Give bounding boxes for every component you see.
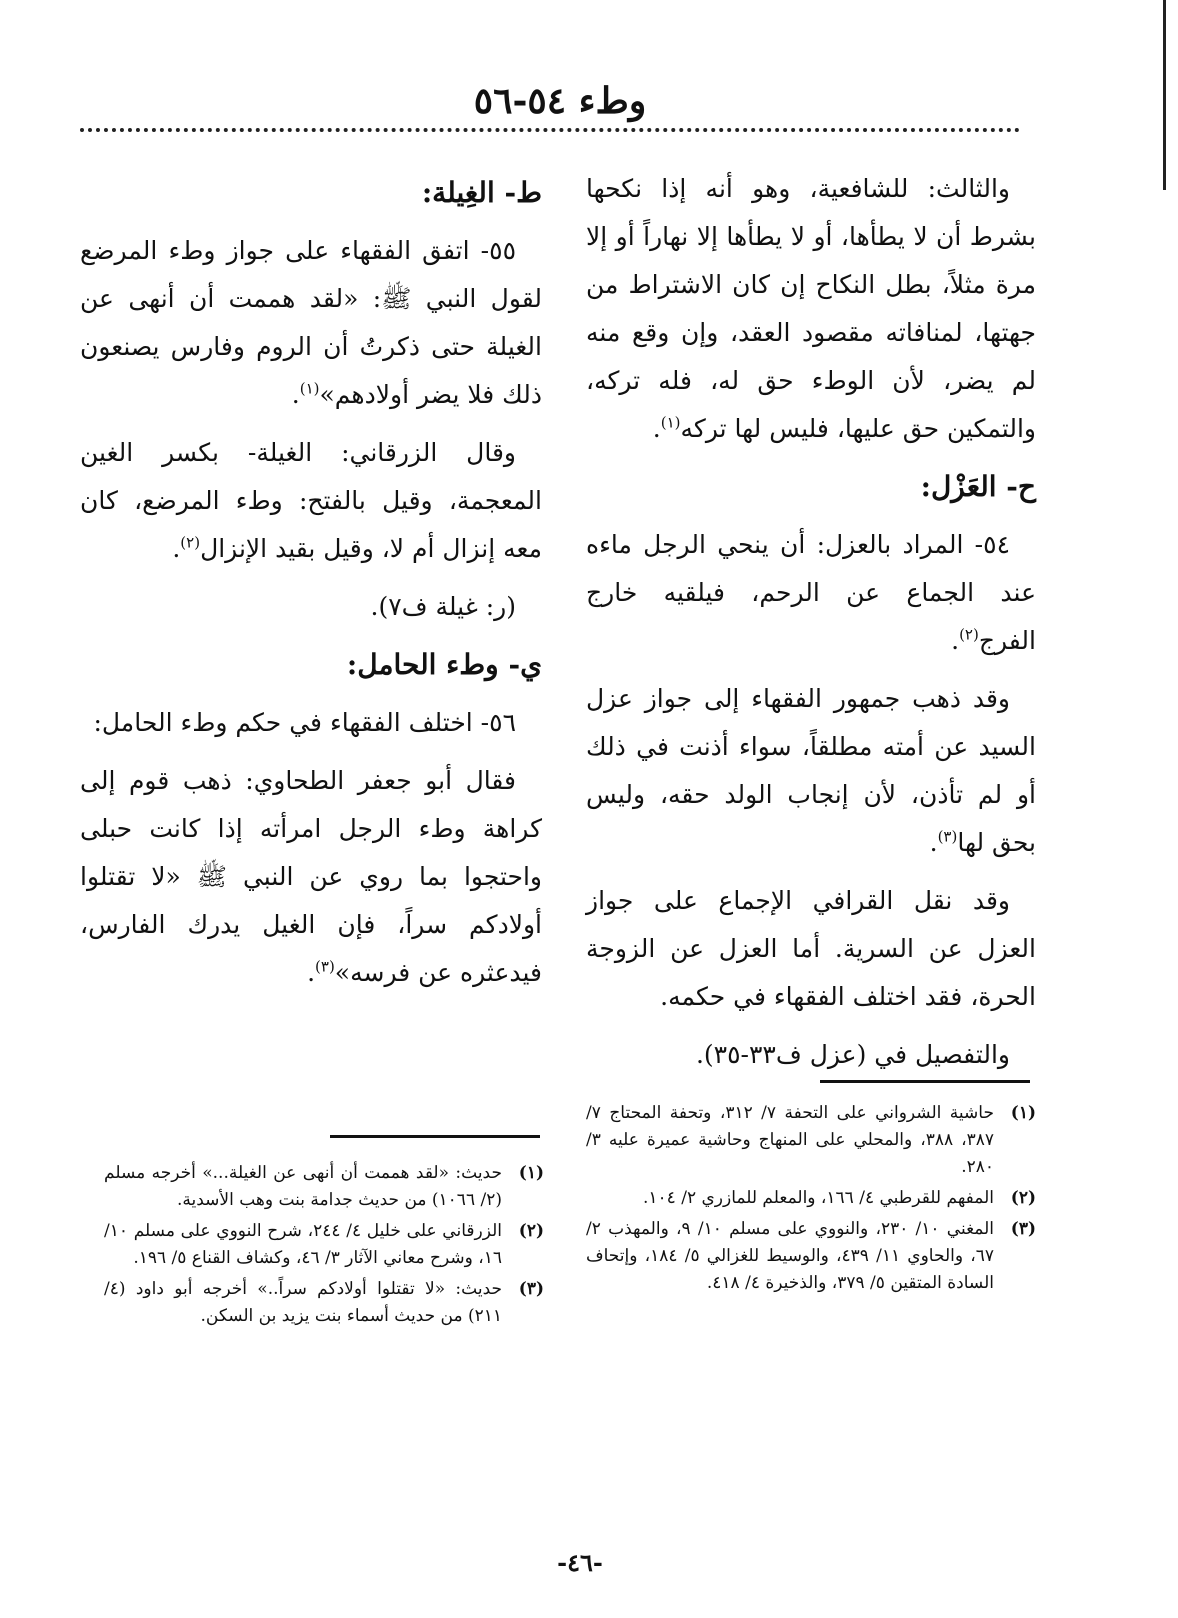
footnote-text: حديث: «لقد هممت أن أنهى عن الغيلة...» أخرجه مسلم (٢/ ١٠٦٦) من حديث جدامة بنت وهب الأسدية. — [104, 1163, 502, 1210]
footnote-number: (٣) — [518, 1279, 544, 1299]
footnote-separator-left — [330, 1135, 540, 1138]
paragraph-54 — [586, 521, 1036, 665]
footnote-text: المفهم للقرطبي ٤/ ١٦٦، والمعلم للمازري ٢/ ١٠٤. — [642, 1188, 994, 1208]
paragraph-end: . — [652, 414, 661, 443]
footnote-ref: (٣) — [937, 827, 958, 846]
page-number: -٤٦- — [557, 1548, 603, 1577]
paragraph-end: . — [951, 626, 960, 655]
paragraph-text: وقال الزرقاني: الغيلة- بكسر الغين المعجمة، وقيل بالفتح: وطء المرضع، كان معه إنزال أم لا، وقيل بقيد الإنزال — [80, 438, 542, 563]
paragraph-cross-ref: (ر: غيلة ف٧). — [370, 592, 516, 621]
paragraph-third-opinion — [586, 165, 1036, 453]
right-column — [586, 165, 1036, 1089]
footnote-ref: (٢) — [959, 625, 979, 644]
paragraph-zurqani — [80, 429, 542, 573]
footnote-number: (٣) — [1010, 1219, 1036, 1239]
footnote-number: (١) — [1010, 1103, 1036, 1123]
paragraph-majority — [586, 675, 1036, 867]
footnote-ref: (٢) — [180, 533, 201, 552]
paragraph-text: ٥٥- اتفق الفقهاء على جواز وطء المرضع لقول النبي ﷺ: «لقد هممت أن أنهى عن الغيلة حتى ذكرتُ أن الروم وفارس يصنعون ذلك فلا يضر أولادهم» — [80, 236, 542, 409]
paragraph-tahawi — [80, 757, 542, 997]
paragraph-text: ٥٤- المراد بالعزل: أن ينحي الرجل ماءه عند الجماع عن الرحم، فيلقيه خارج الفرج — [586, 530, 1036, 655]
section-heading-ghila: ط- الغِيلة: — [421, 176, 542, 209]
header-dotted-rule — [80, 122, 1020, 132]
footnote-separator-right — [820, 1080, 1030, 1083]
page-header: وطء ٥٤-٥٦ — [473, 80, 647, 122]
footnote-item — [586, 1100, 1036, 1181]
section-heading-azl: ح- العَزْل: — [920, 470, 1036, 503]
footnote-text: الزرقاني على خليل ٤/ ٢٤٤، شرح النووي على مسلم ١٠/ ١٦، وشرح معاني الآثار ٣/ ٤٦، وكشاف القناع ٥/ ١٩٦. — [104, 1221, 502, 1268]
paragraph-end: . — [929, 828, 938, 857]
footnote-item — [104, 1218, 544, 1272]
footnote-ref: (١) — [299, 379, 320, 398]
footnote-item — [586, 1216, 1036, 1297]
paragraph-text: وقد ذهب جمهور الفقهاء إلى جواز عزل السيد عن أمته مطلقاً، سواء أذنت في ذلك أو لم تأذن، لأن إنجاب الولد حقه، وليس بحق لها — [586, 684, 1036, 857]
footnote-text: المغني ١٠/ ٢٣٠، والنووي على مسلم ١٠/ ٩، والمهذب ٢/ ٦٧، والحاوي ١١/ ٤٣٩، والوسيط للغزالي ٥/ ١٨٤، وإتحاف السادة المتقين ٥/ ٣٧٩، والذخيرة ٤/ ٤١٨. — [586, 1219, 995, 1293]
footnote-number: (٢) — [1010, 1188, 1036, 1208]
footnote-number: (١) — [518, 1163, 544, 1183]
paragraph-details-ref: والتفصيل في (عزل ف٣٣-٣٥). — [695, 1040, 1010, 1069]
paragraph-56: ٥٦- اختلف الفقهاء في حكم وطء الحامل: — [93, 708, 516, 737]
footnote-ref: (١) — [660, 413, 681, 432]
footnote-text: حديث: «لا تقتلوا أولادكم سراً..» أخرجه أبو داود (٤/ ٢١١) من حديث أسماء بنت يزيد بن السكن. — [104, 1279, 502, 1326]
paragraph-end: . — [172, 534, 181, 563]
page-edge-line — [1163, 0, 1166, 190]
footnote-text: حاشية الشرواني على التحفة ٧/ ٣١٢، وتحفة المحتاج ٧/ ٣٨٧، ٣٨٨، والمحلي على المنهاج وحاشية عميرة عليه ٣/ ٢٨٠. — [586, 1103, 995, 1177]
footnotes-right — [586, 1100, 1036, 1301]
footnote-item — [104, 1160, 544, 1214]
paragraph-55 — [80, 227, 542, 419]
footnote-item — [104, 1276, 544, 1330]
paragraph-end: . — [307, 958, 316, 987]
paragraph-text: والثالث: للشافعية، وهو أنه إذا نكحها بشرط أن لا يطأها، أو لا يطأها إلا نهاراً أو إلا مرة مثلاً، بطل النكاح إن كان الاشتراط من جهتها، لمنافاته مقصود العقد، وإن وقع منه لم يضر، لأن الوطء حق له، فله تركه، والتمكين حق عليها، فليس لها تركه — [586, 174, 1036, 443]
footnotes-left — [104, 1160, 544, 1334]
footnote-item — [586, 1185, 1036, 1212]
paragraph-end: . — [291, 380, 300, 409]
section-heading-hamil: ي- وطء الحامل: — [346, 648, 542, 681]
footnote-number: (٢) — [518, 1221, 544, 1241]
paragraph-qarafi: وقد نقل القرافي الإجماع على جواز العزل عن السرية. أما العزل عن الزوجة الحرة، فقد اختلف الفقهاء في حكمه. — [586, 886, 1036, 1011]
footnote-ref: (٣) — [315, 957, 335, 976]
paragraph-text: فقال أبو جعفر الطحاوي: ذهب قوم إلى كراهة وطء الرجل امرأته إذا كانت حبلى واحتجوا بما روي عن النبي ﷺ «لا تقتلوا أولادكم سراً، فإن الغيل يدرك الفارس، فيدعثره عن فرسه» — [80, 766, 542, 987]
left-column — [80, 165, 542, 1007]
